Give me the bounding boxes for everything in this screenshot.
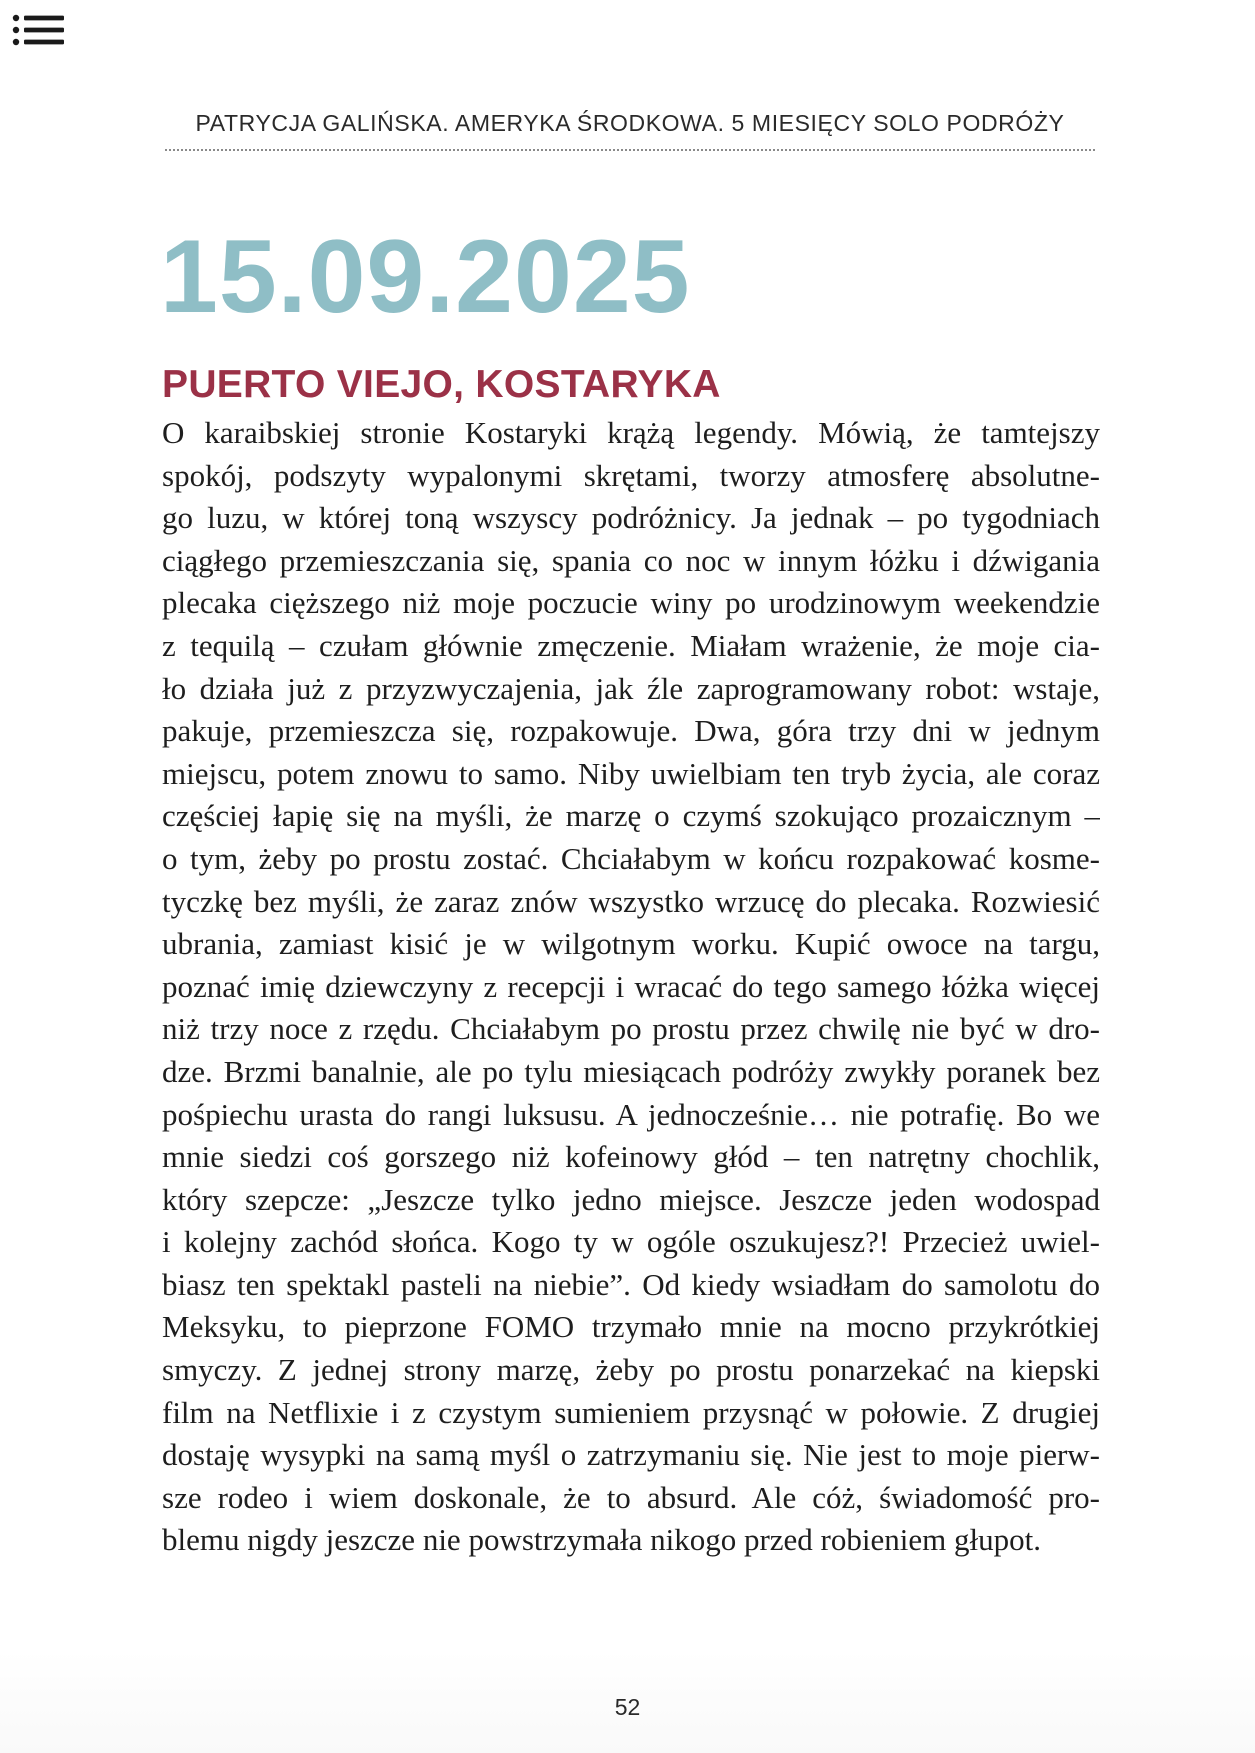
entry-date: 15.09.2025: [160, 219, 691, 335]
body-line: mnie siedzi coś gorszego niż kofeinowy głód – ten natrętny chochlik,: [162, 1139, 1100, 1175]
body-line: ciągłego przemieszczania się, spania co noc w innym łóżku i dźwigania: [162, 542, 1100, 578]
body-line: spokój, podszyty wypalonymi skrętami, tworzy atmosferę absolutne-: [162, 457, 1100, 493]
body-line: i kolejny zachód słońca. Kogo ty w ogóle oszukujesz?! Przecież uwiel-: [162, 1224, 1100, 1260]
body-line: miejscu, potem znowu to samo. Niby uwielbiam ten tryb życia, ale coraz: [162, 755, 1100, 791]
body-line: który szepcze: „Jeszcze tylko jedno miejsce. Jeszcze jeden wodospad: [162, 1181, 1100, 1217]
body-line: częściej łapię się na myśli, że marzę o czymś szokująco prozaicznym –: [162, 798, 1100, 834]
body-line: ło działa już z przyzwyczajenia, jak źle zaprogramowany robot: wstaje,: [162, 670, 1100, 706]
body-line: Meksyku, to pieprzone FOMO trzymało mnie na mocno przykrótkiej: [162, 1309, 1100, 1345]
list-menu-icon: [12, 12, 68, 52]
body-line: niż trzy noce z rzędu. Chciałabym po prostu przez chwilę nie być w dro-: [162, 1011, 1100, 1047]
table-of-contents-button[interactable]: [12, 12, 68, 52]
body-line: dostaję wysypki na samą myśl o zatrzymaniu się. Nie jest to moje pierw-: [162, 1437, 1100, 1473]
body-line: sze rodeo i wiem doskonale, że to absurd. Ale cóż, świadomość pro-: [162, 1479, 1100, 1515]
header-divider: [165, 149, 1095, 151]
body-line: pakuje, przemieszcza się, rozpakowuje. Dwa, góra trzy dni w jednym: [162, 713, 1100, 749]
body-line: dze. Brzmi banalnie, ale po tylu miesiącach podróży zwykły poranek bez: [162, 1053, 1100, 1089]
body-line: ubrania, zamiast kisić je w wilgotnym worku. Kupić owoce na targu,: [162, 926, 1100, 962]
body-line: go luzu, w której toną wszyscy podróżnicy. Ja jednak – po tygodniach: [162, 500, 1100, 536]
body-line: blemu nigdy jeszcze nie powstrzymała nikogo przed robieniem głupot.: [162, 1522, 1041, 1558]
body-line: pośpiechu urasta do rangi luksusu. A jednocześnie… nie potrafię. Bo we: [162, 1096, 1100, 1132]
page-number: 52: [614, 1694, 641, 1720]
body-line: smyczy. Z jednej strony marzę, żeby po prostu ponarzekać na kiepski: [162, 1352, 1100, 1388]
body-line: biasz ten spektakl pasteli na niebie”. Od kiedy wsiadłam do samolotu do: [162, 1266, 1100, 1302]
body-line: film na Netflixie i z czystym sumieniem przysnąć w połowie. Z drugiej: [162, 1394, 1100, 1430]
body-line: o tym, żeby po prostu zostać. Chciałabym w końcu rozpakować kosme-: [162, 840, 1100, 876]
body-line: O karaibskiej stronie Kostaryki krążą legendy. Mówią, że tamtejszy: [162, 415, 1100, 450]
entry-place: PUERTO VIEJO, KOSTARYKA: [162, 363, 721, 406]
running-header: PATRYCJA GALIŃSKA. AMERYKA ŚRODKOWA. 5 MIESIĘCY SOLO PODRÓŻY: [195, 110, 1065, 136]
entry-body: [162, 412, 1100, 1562]
body-line: tyczkę bez myśli, że zaraz znów wszystko wrzucę do plecaka. Rozwiesić: [162, 883, 1100, 919]
body-line: poznać imię dziewczyny z recepcji i wracać do tego samego łóżka więcej: [162, 968, 1100, 1004]
body-line: z tequilą – czułam głównie zmęczenie. Miałam wrażenie, że moje cia-: [162, 627, 1100, 663]
body-line: plecaka cięższego niż moje poczucie winy po urodzinowym weekendzie: [162, 585, 1100, 621]
